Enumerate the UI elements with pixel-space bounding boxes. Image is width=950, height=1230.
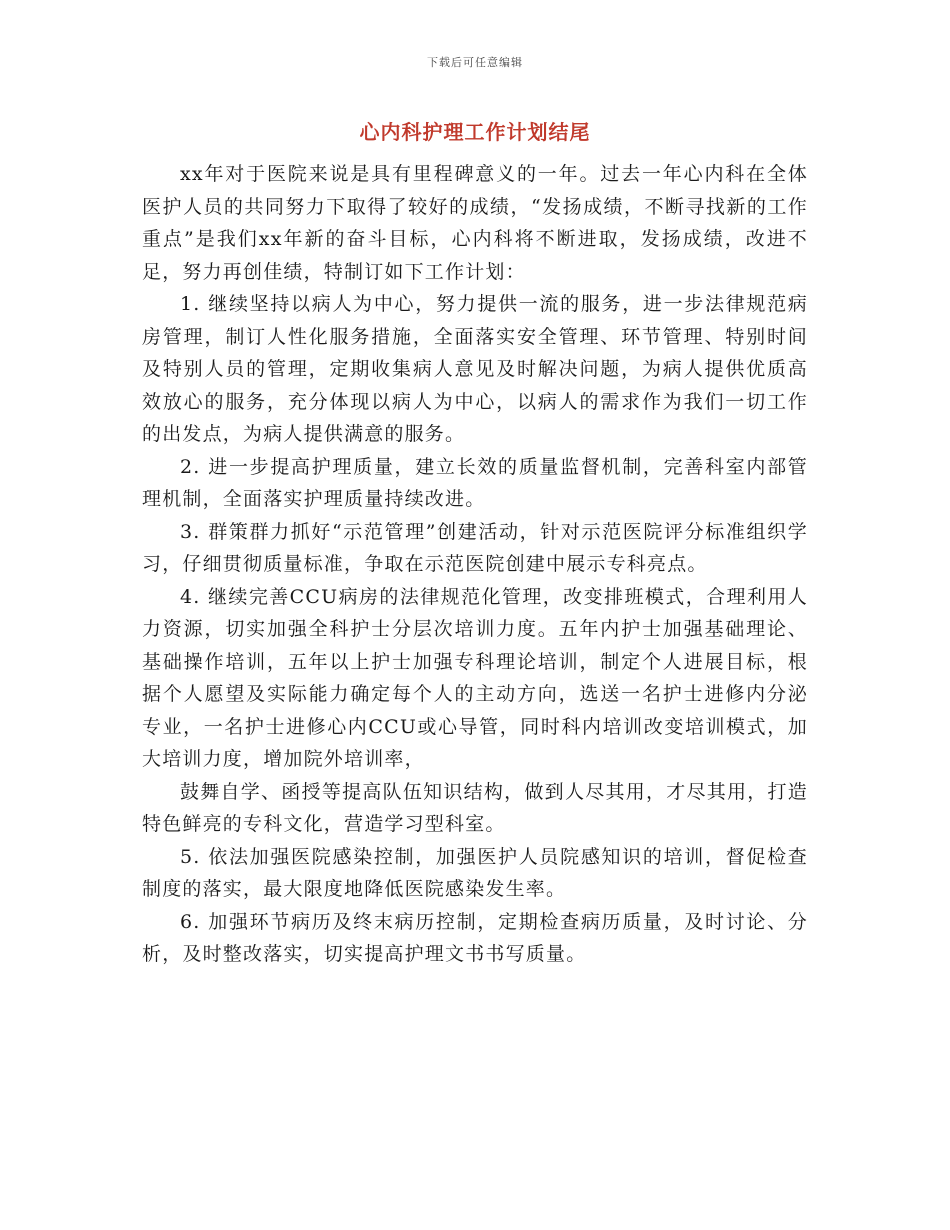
plan-item-5: 5. 依法加强医院感染控制，加强医护人员院感知识的培训，督促检查制度的落实，最大限度地降低医院感染发生率。	[142, 845, 808, 900]
plan-item-3: 3. 群策群力抓好“示范管理”创建活动，针对示范医院评分标准组织学习，仔细贯彻质量标准，争取在示范医院创建中展示专科亮点。	[142, 520, 808, 575]
plan-item-4-continued: 鼓舞自学、函授等提高队伍知识结构，做到人尽其用，才尽其用，打造特色鲜亮的专科文化，营造学习型科室。	[142, 780, 808, 835]
plan-item-4: 4. 继续完善CCU病房的法律规范化管理，改变排班模式，合理利用人力资源，切实加强全科护士分层次培训力度。五年内护士加强基础理论、基础操作培训，五年以上护士加强专科理论培训，制定个人进展目标，根据个人愿望及实际能力确定每个人的主动方向，选送一名护士进修内分泌专业，一名护士进修心内CCU或心导管，同时科内培训改变培训模式，加大培训力度，增加院外培训率，	[142, 585, 808, 770]
plan-item-1: 1. 继续坚持以病人为中心，努力提供一流的服务，进一步法律规范病房管理，制订人性化服务措施，全面落实安全管理、环节管理、特别时间及特别人员的管理，定期收集病人意见及时解决问题，为病人提供优质高效放心的服务，充分体现以病人为中心，以病人的需求作为我们一切工作的出发点，为病人提供满意的服务。	[142, 293, 808, 445]
document-title: 心内科护理工作计划结尾	[359, 120, 591, 144]
plan-item-6: 6. 加强环节病历及终末病历控制，定期检查病历质量，及时讨论、分析，及时整改落实，切实提高护理文书书写质量。	[142, 910, 808, 965]
document-body	[142, 158, 808, 971]
intro-paragraph: xx年对于医院来说是具有里程碑意义的一年。过去一年心内科在全体医护人员的共同努力下取得了较好的成绩，“发扬成绩，不断寻找新的工作重点”是我们xx年新的奋斗目标，心内科将不断进取，发扬成绩，改进不足，努力再创佳绩，特制订如下工作计划：	[142, 163, 808, 283]
plan-item-2: 2. 进一步提高护理质量，建立长效的质量监督机制，完善科室内部管理机制，全面落实护理质量持续改进。	[142, 455, 808, 510]
page-header-note: 下载后可任意编辑	[427, 56, 523, 69]
